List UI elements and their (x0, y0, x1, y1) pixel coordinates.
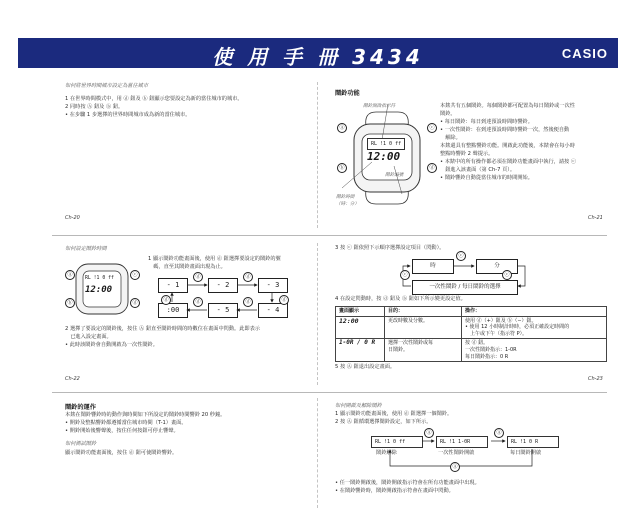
button-d-icon: ⓓ (427, 163, 437, 173)
state-label: 一次性鬧鈴開啟 (438, 450, 475, 456)
body-line: 解除。 (440, 135, 461, 141)
button-d-icon: ⓓ (193, 297, 203, 307)
body-line: • 開鈴及整點響鈴都遵循當住城市時間（T-1）畫面。 (65, 420, 187, 426)
body-line: 鬧鈴。 (440, 111, 456, 117)
table-cell-purpose: 更改時數及分數。 (385, 316, 462, 339)
sequence-arrows-icon (150, 268, 300, 324)
band-divider-1 (52, 235, 607, 236)
state-label: 每日鬧鈴開啟 (510, 450, 542, 456)
lcd-main-time: 12:00 (85, 285, 113, 295)
step-line: 5 按 Ⓐ 鈕退出設定畫面。 (335, 364, 396, 370)
table-header-cell: 操作： (462, 307, 607, 317)
table-header-cell: 目的： (385, 307, 462, 317)
diagram-label-number: 鬧鈴編號 (385, 173, 404, 178)
brand-logo: CASIO (561, 46, 608, 61)
button-c-icon: ⓒ (427, 123, 437, 133)
table-cell-operation (462, 339, 607, 362)
state-label: 鬧鈴解除 (376, 450, 397, 456)
alarm-number-box: - 4 (258, 303, 288, 318)
instruction-line: • 在步驟 1 步選擇的世界時間城市成為新的當住城市。 (65, 112, 191, 118)
button-a-icon: Ⓐ (337, 123, 347, 133)
column-divider-2 (317, 243, 318, 385)
table-row (336, 339, 607, 362)
setting-minute-box: 分 (476, 259, 518, 274)
table-header-cell: 畫面顯示 (336, 307, 385, 317)
operation-line: 一次性鬧鈴指示：1-0R (465, 346, 517, 353)
step-line: 4 在設定閃動時，按 ⓓ 鈕及 ⓑ 鈕如下所示變更設定值。 (335, 296, 466, 302)
lcd-top-row: RL !1 0 ff (85, 276, 114, 281)
button-b-icon: ⓑ (65, 298, 75, 308)
button-d-icon: ⓓ (193, 272, 203, 282)
step-line: 2 選擇了要設定的鬧鈴後，按住 Ⓐ 鈕直至鬧鈴時間的時數位在畫面中閃動。此即表示 (65, 326, 260, 332)
diagram-label-time-unit: （時：分） (336, 202, 359, 207)
body-line: 整點時響鈴 2 聲提示。 (440, 151, 494, 157)
purpose-line: 日鬧鈴。 (388, 346, 409, 353)
setting-hour-box: 時 (412, 259, 454, 274)
body-line: 鈕進入該畫面（第 Ch-7 頁）。 (440, 167, 516, 173)
section-heading: 如何開啟及解除鬧鈴 (335, 403, 382, 409)
body-line: • 本錶中的所有操作都必須在鬧鈴功能畫面中執行，請按 ⓒ (440, 159, 577, 165)
body-line: • 每日鬧鈴：每日到達預設時間時響鈴。 (440, 119, 533, 125)
button-a-icon: Ⓐ (65, 270, 75, 280)
body-line: 顯示鬧鈴功能畫面後，按住 ⓓ 鈕可使鬧鈴響鈴。 (65, 450, 178, 456)
body-line: 本錶在鬧鈴響鈴時的動作與時間如下所設定的鬧鈴時間響鈴 20 秒鐘。 (65, 412, 226, 418)
alarm-number-box: - 3 (258, 278, 288, 293)
diagram-label-indicator: 鬧鈴開啟指示符 (363, 104, 396, 109)
button-a-icon: Ⓐ (494, 428, 504, 438)
operation-line: 使用 ⓓ（+）鈕及 ⓑ（−）鈕。 (465, 317, 537, 324)
step-line: 1 顯示鬧鈴功能畫面後，使用 ⓓ 鈕選擇一個鬧鈴。 (335, 411, 453, 417)
body-line: 本錶共有五個鬧鈴。每個鬧鈴都可配置為每日鬧鈴或一次性 (440, 103, 575, 109)
button-d-icon: ⓓ (279, 295, 289, 305)
settings-table (335, 306, 607, 362)
button-d-icon: ⓓ (243, 297, 253, 307)
step-line: 1 顯示鬧鈴功能畫面後，使用 ⓓ 鈕選擇要設定的鬧鈴的號 (148, 256, 281, 262)
alarm-number-box: - 2 (208, 278, 238, 293)
body-line: • 鬧鈴響鈴自動從當住城市的時間開始。 (440, 175, 533, 181)
step-line: 碼，直至其鬧鈴畫面出現為止。 (148, 264, 226, 270)
note-line: • 任一鬧鈴開啟後，鬧鈴開啟指示符會在所有功能畫面中出現。 (335, 480, 480, 486)
section-heading: 如何將世界時間城市設定為當住城市 (65, 83, 149, 89)
setting-mode-box: 一次性鬧鈴 / 每日鬧鈴的選擇 (412, 280, 518, 295)
operation-line: 上午或下午（指示符 P）。 (465, 330, 528, 337)
table-cell-display: 12:00 (336, 316, 385, 339)
table-header-row (336, 307, 607, 317)
alarm-number-box: - 5 (208, 303, 238, 318)
page-number: Ch-21 (588, 215, 603, 221)
section-heading: 鬧鈴功能 (335, 90, 360, 97)
operation-line: 每日鬧鈴指示：0 R (465, 353, 509, 360)
body-line: 本錶還具有整點響鈴功能。開啟此功能後，本錶會在每小時 (440, 143, 575, 149)
button-d-icon: ⓓ (243, 272, 253, 282)
button-b-icon: ⓑ (337, 163, 347, 173)
instruction-line: 2 同時按 Ⓐ 鈕及 ⓑ 鈕。 (65, 104, 124, 110)
sub-heading: 如何測試鬧鈴 (65, 441, 97, 447)
page-title: 使 用 手 冊 3434 (212, 45, 424, 69)
table-cell-operation (462, 316, 607, 339)
lcd-top-row: RL !1 0 ff (367, 138, 405, 150)
alarm-number-box: :00 (158, 303, 188, 318)
button-c-icon: ⓒ (502, 270, 512, 280)
button-c-icon: ⓒ (130, 270, 140, 280)
column-divider-3 (317, 398, 318, 508)
table-row (336, 316, 607, 339)
section-heading: 鬧鈴的運作 (65, 404, 96, 411)
operation-line: • 使用 12 小時制計時時，必須正確設定時間的 (465, 324, 570, 331)
alarm-state-display: RL !1 0 R (507, 436, 559, 448)
page-number: Ch-23 (588, 376, 603, 382)
table-cell-purpose (385, 339, 462, 362)
alarm-state-display: RL !1 1-0R (436, 436, 488, 448)
band-divider-2 (52, 392, 607, 393)
body-line: • 開鈴開始後響聲後，按住任何按鈕可停止響聲。 (65, 428, 179, 434)
step-line: 已進入設定畫面。 (65, 334, 112, 340)
page-number: Ch-20 (65, 215, 80, 221)
step-line: 2 按 Ⓐ 鈕循環選擇鬧鈴設定，如下所示。 (335, 419, 432, 425)
operation-line: 按 ⓓ 鈕。 (465, 340, 489, 347)
button-a-icon: Ⓐ (424, 428, 434, 438)
lcd-main-time: 12:00 (367, 150, 401, 163)
instruction-line: 1 在世界時間模式中，用 ⓓ 鈕及 ⓑ 鈕顯示您要設定為新的當住城市的城市。 (65, 96, 243, 102)
alarm-state-display: RL !1 0 ff (371, 436, 423, 448)
table-cell-display: 1-0R / 0 R (336, 339, 385, 362)
alarm-number-box: - 1 (158, 278, 188, 293)
body-line: • 一次性鬧鈴：在到達預設時間時響鈴一次，然後便自動 (440, 127, 570, 133)
header-banner (18, 38, 618, 68)
button-c-icon: ⓒ (456, 251, 466, 261)
button-c-icon: ⓒ (400, 270, 410, 280)
page-number: Ch-22 (65, 376, 80, 382)
step-line: 3 按 ⓒ 鈕依照下示順序選擇設定項目（閃動）。 (335, 245, 445, 251)
button-a-icon: Ⓐ (450, 462, 460, 472)
button-d-icon: ⓓ (161, 295, 171, 305)
note-line: • 在鬧鈴響鈴時，鬧鈴開啟指示符會在畫面中閃動。 (335, 488, 454, 494)
button-d-icon: ⓓ (130, 298, 140, 308)
section-heading: 如何設定鬧鈴時間 (65, 246, 107, 252)
column-divider-1 (317, 82, 318, 228)
diagram-label-time: 鬧鈴時間 (336, 195, 355, 200)
purpose-line: 選擇一次性鬧鈴或每 (388, 340, 434, 347)
step-line: • 此時該鬧鈴會自動開啟為一次性鬧鈴。 (65, 342, 158, 348)
